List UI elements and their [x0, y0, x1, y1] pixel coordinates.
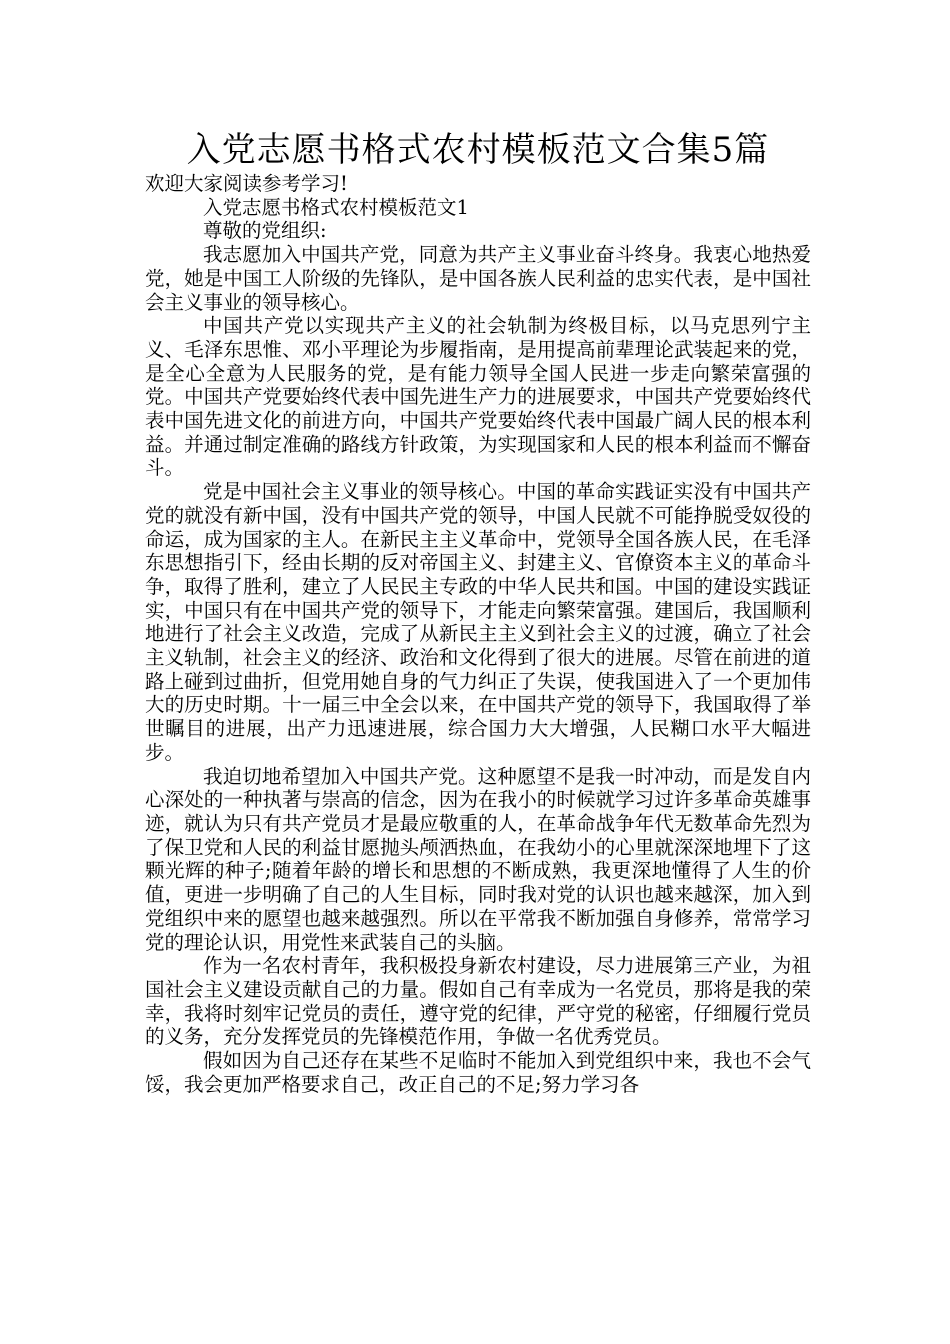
paragraph-4: 我迫切地希望加入中国共产党。这种愿望不是我一时冲动，而是发自内心深处的一种执著与崇高的信念，因为在我小的时候就学习过许多革命英雄事迹，就认为只有共产党员才是最应敬重的人，在革命战争年代无数革命先烈为了保卫党和人民的利益甘愿抛头颅洒热血，在我幼小的心里就深深地埋下了这颗光辉的种子;随着年龄的增长和思想的不断成熟，我更深地懂得了人生的价值，更进一步明确了自己的人生目标，同时我对党的认识也越来越深，加入到党组织中来的愿望也越来越强烈。所以在平常我不断加强自身修养，常常学习党的理论认识，用党性来武装自己的头脑。 — [145, 764, 811, 954]
document-title: 入党志愿书格式农村模板范文合集5篇 — [186, 130, 770, 170]
salutation: 尊敬的党组织: — [203, 219, 327, 243]
paragraph-6: 假如因为自己还存在某些不足临时不能加入到党组织中来，我也不会气馁，我会更加严格要求自己，改正自己的不足;努力学习各 — [145, 1049, 811, 1096]
paragraph-3: 党是中国社会主义事业的领导核心。中国的革命实践证实没有中国共产党的就没有新中国，没有中国共产党的领导，中国人民就不可能挣脱受奴役的命运，成为国家的主人。在新民主主义革命中，党领导全国各族人民，在毛泽东思想指引下，经由长期的反对帝国主义、封建主义、官僚资本主义的革命斗争，取得了胜利，建立了人民民主专政的中华人民共和国。中国的建设实践证实，中国只有在中国共产党的领导下，才能走向繁荣富强。建国后，我国顺利地进行了社会主义改造，完成了从新民主主义到社会主义的过渡，确立了社会主义轨制，社会主义的经济、政治和文化得到了很大的进展。尽管在前进的道路上碰到过曲折，但党用她自身的气力纠正了失误，使我国进入了一个更加伟大的历史时期。十一届三中全会以来，在中国共产党的领导下，我国取得了举世瞩目的进展，出产力迅速进展，综合国力大大增强，人民糊口水平大幅进步。 — [145, 480, 811, 764]
document-page — [145, 128, 811, 1096]
section-title: 入党志愿书格式农村模板范文1 — [203, 195, 469, 219]
paragraph-5: 作为一名农村青年，我积极投身新农村建设，尽力进展第三产业，为祖国社会主义建设贡献自己的力量。假如自己有幸成为一名党员，那将是我的荣幸，我将时刻牢记党员的责任，遵守党的纪律，严守党的秘密，仔细履行党员的义务，充分发挥党员的先锋模范作用，争做一名优秀党员。 — [145, 954, 811, 1049]
paragraph-2: 中国共产党以实现共产主义的社会轨制为终极目标，以马克思列宁主义、毛泽东思惟、邓小平理论为步履指南，是用提高前辈理论武装起来的党，是全心全意为人民服务的党，是有能力领导全国人民进一步走向繁荣富强的党。中国共产党要始终代表中国先进生产力的进展要求，中国共产党要始终代表中国先进文化的前进方向，中国共产党要始终代表中国最广阔人民的根本利益。并通过制定准确的路线方针政策，为实现国家和人民的根本利益而不懈奋斗。 — [145, 314, 811, 480]
intro-line: 欢迎大家阅读参考学习! — [145, 172, 348, 195]
paragraph-1: 我志愿加入中国共产党，同意为共产主义事业奋斗终身。我衷心地热爱党，她是中国工人阶级的先锋队，是中国各族人民利益的忠实代表，是中国社会主义事业的领导核心。 — [145, 243, 811, 314]
